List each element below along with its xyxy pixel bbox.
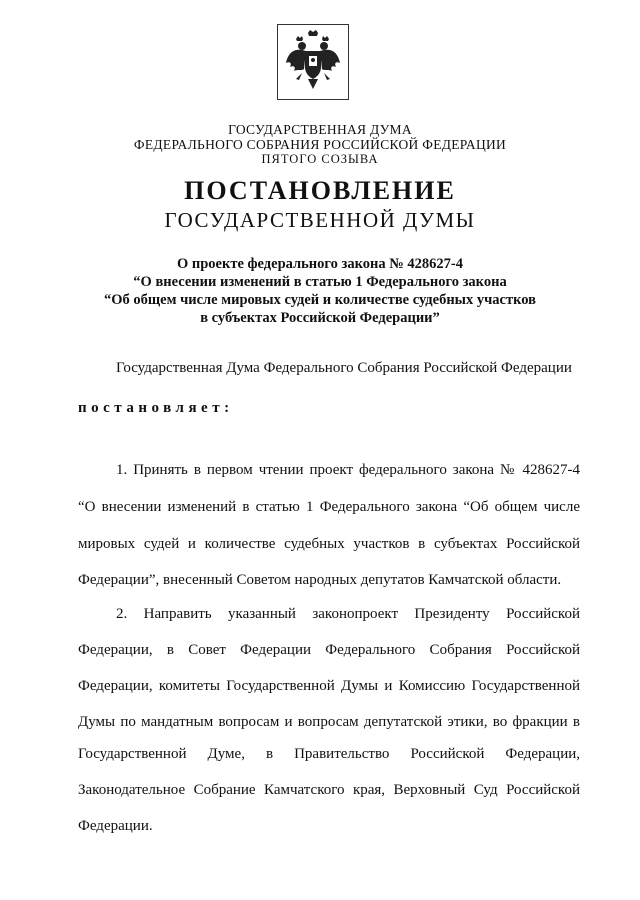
preamble: Государственная Дума Федерального Собрания Российской Федерации bbox=[116, 360, 572, 376]
doc-subtype-heading: ГОСУДАРСТВЕННОЙ ДУМЫ bbox=[164, 208, 476, 232]
body-line-8: Думы по мандатным вопросам и вопросам депутатской этики, во фракции в bbox=[78, 714, 580, 730]
body-line-1: 1. Принять в первом чтении проект федерального закона № 428627-4 bbox=[116, 462, 580, 478]
title-line-1: О проекте федерального закона № 428627-4 bbox=[176, 256, 464, 272]
title-line-3: “Об общем числе мировых судей и количестве судебных участков bbox=[104, 292, 536, 308]
russian-coat-of-arms-icon bbox=[284, 29, 342, 93]
body-line-2: “О внесении изменений в статью 1 Федерального закона “Об общем числе bbox=[78, 499, 580, 515]
body-line-9: Государственной Думе, в Правительство Российской Федерации, bbox=[78, 746, 580, 762]
body-line-10: Законодательное Собрание Камчатского края, Верховный Суд Российской bbox=[78, 782, 580, 798]
title-line-2: “О внесении изменений в статью 1 Федерального закона bbox=[133, 274, 507, 290]
title-line-4: в субъектах Российской Федерации” bbox=[200, 310, 440, 326]
body-line-6: Федерации, в Совет Федерации Федерального Собрания Российской bbox=[78, 642, 580, 658]
body-line-5: 2. Направить указанный законопроект Президенту Российской bbox=[116, 606, 580, 622]
resolves-word: постановляет: bbox=[78, 400, 234, 416]
org-line-2: ФЕДЕРАЛЬНОГО СОБРАНИЯ РОССИЙСКОЙ ФЕДЕРАЦИИ bbox=[133, 137, 507, 152]
body-line-11: Федерации. bbox=[78, 818, 153, 834]
body-line-7: Федерации, комитеты Государственной Думы и Комиссию Государственной bbox=[78, 678, 580, 694]
body-line-4: Федерации”, внесенный Советом народных депутатов Камчатской области. bbox=[78, 572, 562, 588]
org-line-3: ПЯТОГО СОЗЫВА bbox=[261, 152, 379, 166]
body-line-3: мировых судей и количестве судебных участков в субъектах Российской bbox=[78, 536, 580, 552]
doc-type-heading: ПОСТАНОВЛЕНИЕ bbox=[184, 176, 456, 205]
org-line-1: ГОСУДАРСТВЕННАЯ ДУМА bbox=[228, 122, 412, 137]
emblem-frame bbox=[277, 24, 349, 100]
